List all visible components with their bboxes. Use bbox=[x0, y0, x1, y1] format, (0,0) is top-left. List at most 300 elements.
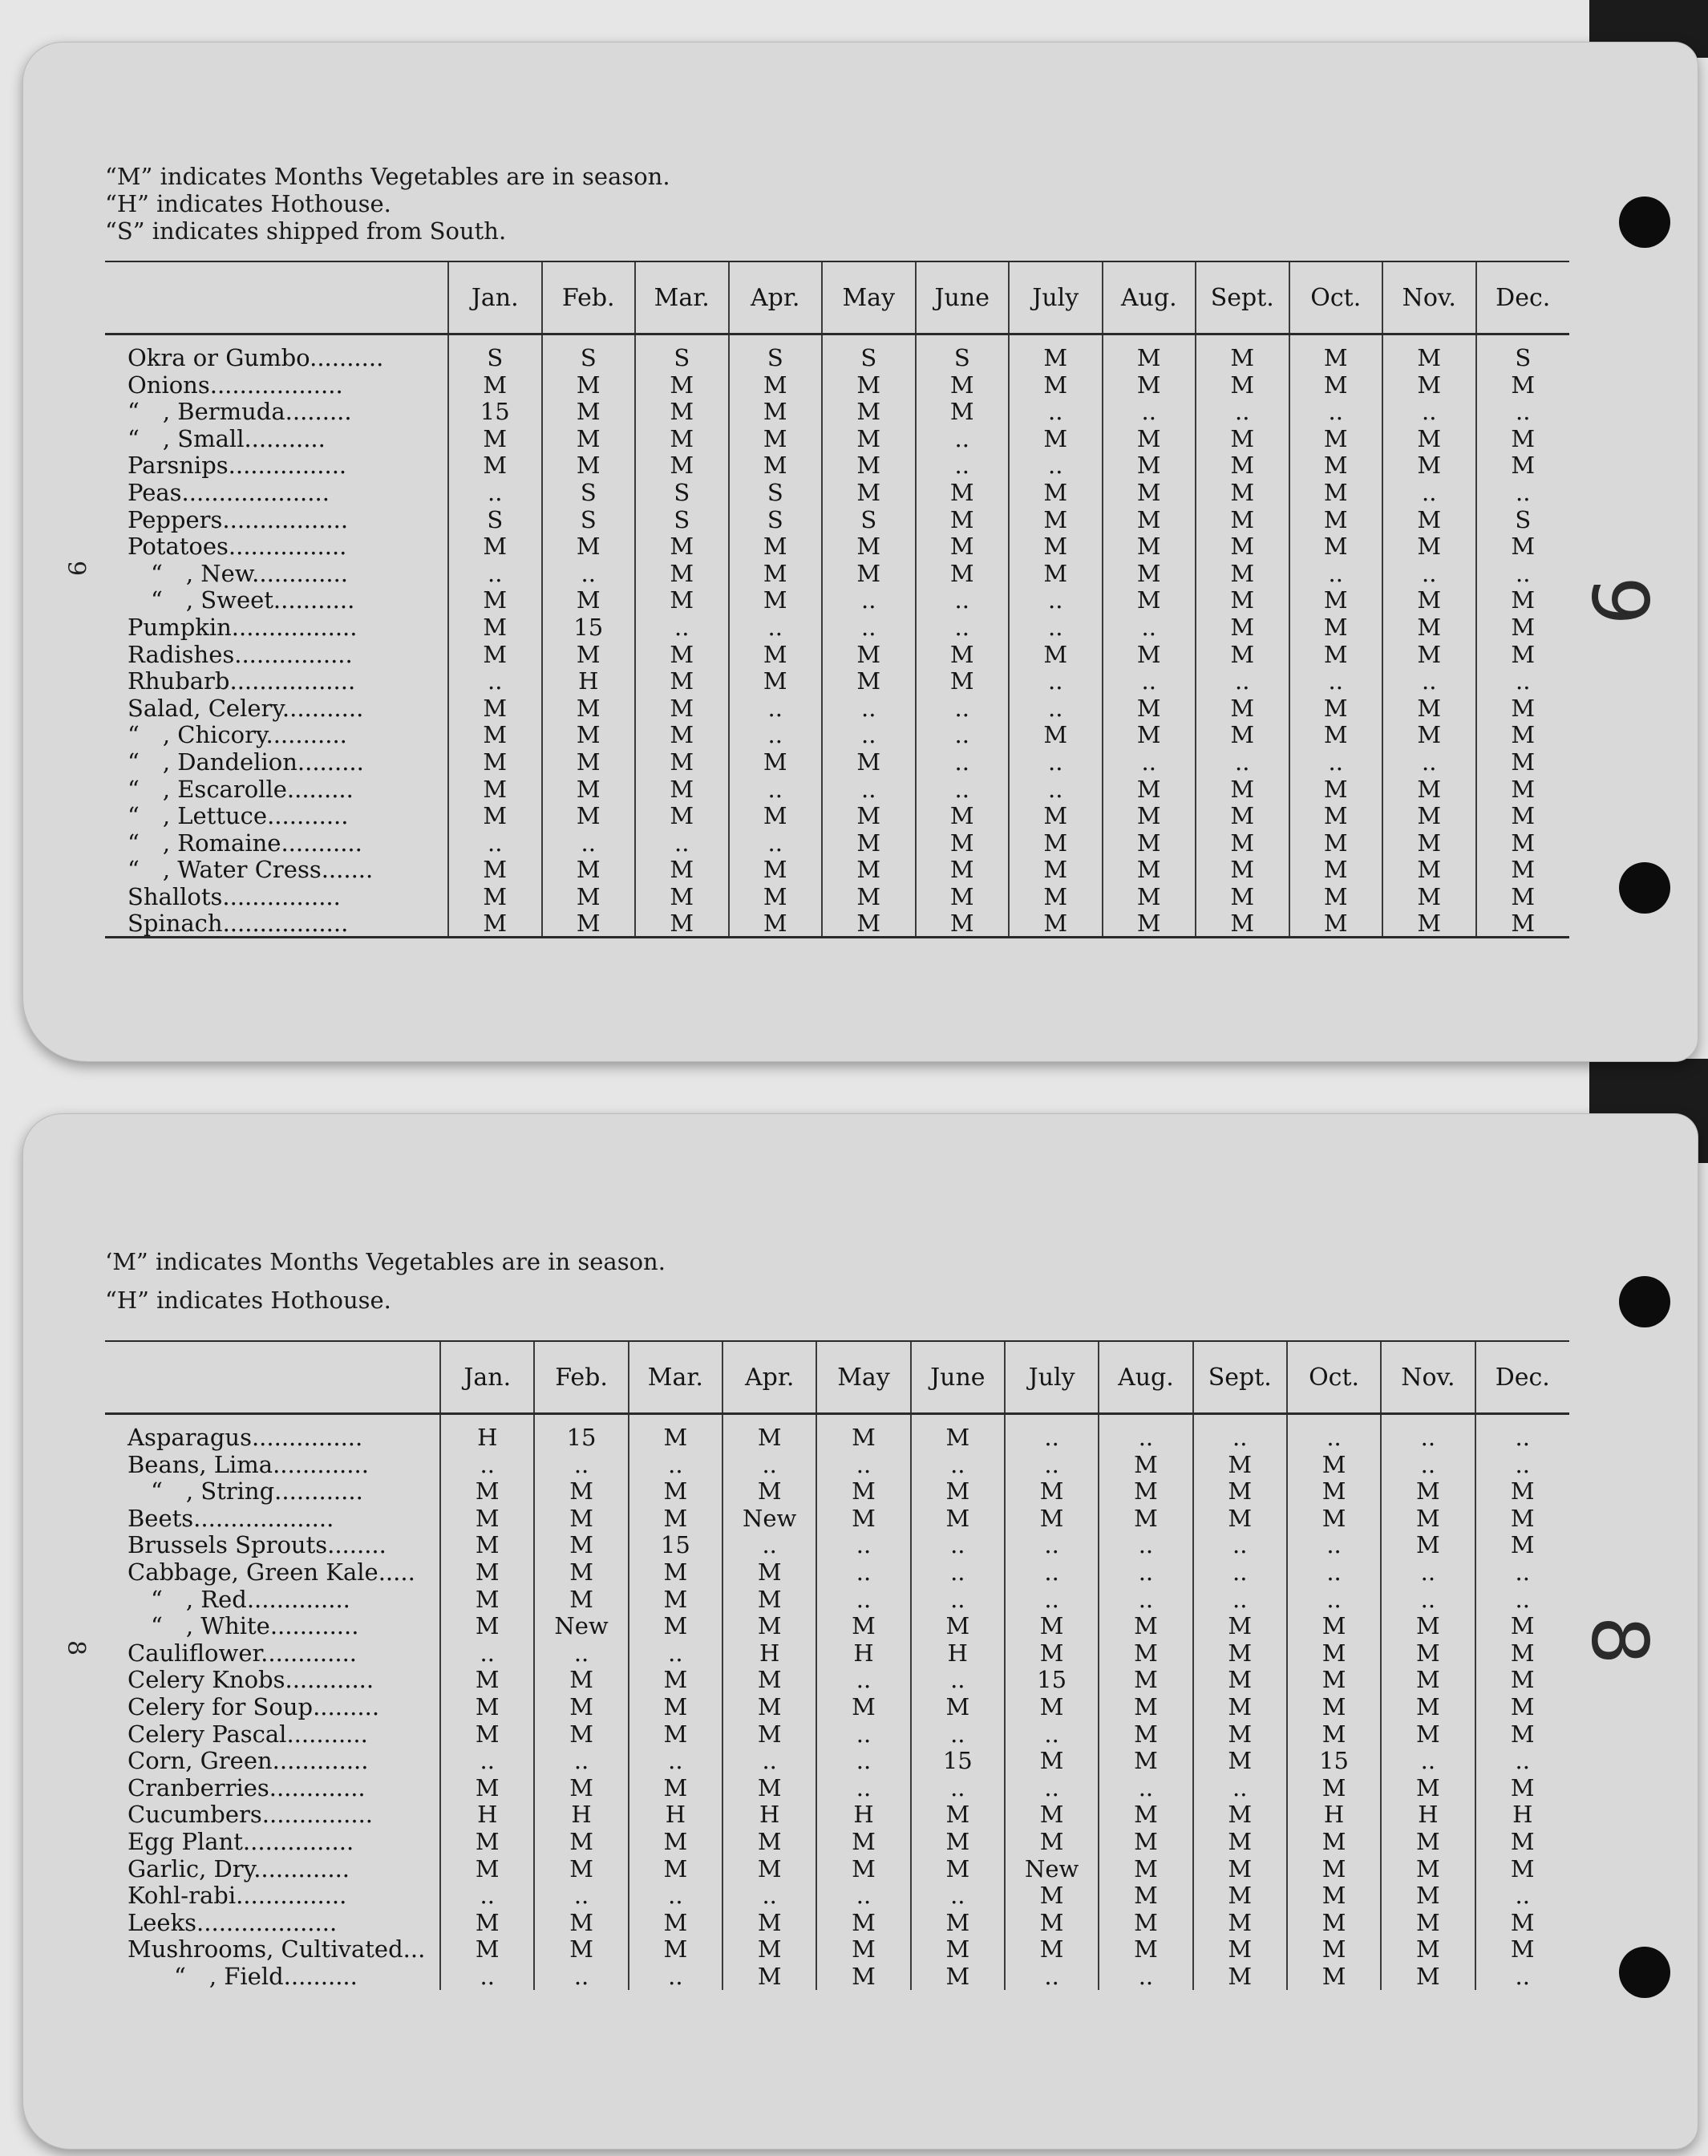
season-cell: .. bbox=[1476, 480, 1570, 507]
legend-line: “S” indicates shipped from South. bbox=[105, 217, 507, 245]
season-cell: M bbox=[1382, 884, 1476, 911]
season-cell: 15 bbox=[542, 614, 636, 642]
table-row bbox=[105, 1640, 1569, 1668]
season-cell: M bbox=[1289, 722, 1383, 749]
table-row bbox=[105, 1775, 1569, 1802]
season-cell: M bbox=[1287, 1694, 1381, 1721]
table-row bbox=[105, 480, 1569, 507]
season-cell: M bbox=[1382, 722, 1476, 749]
vegetable-name: Kohl-rabi............... bbox=[127, 1882, 347, 1910]
season-cell: M bbox=[1289, 587, 1383, 614]
season-cell: M bbox=[534, 1559, 628, 1587]
season-cell: M bbox=[1193, 1748, 1287, 1775]
season-cell: M bbox=[729, 642, 823, 669]
season-cell: .. bbox=[822, 614, 916, 642]
season-cell: M bbox=[1287, 1613, 1381, 1640]
season-cell: M bbox=[440, 1694, 534, 1721]
season-cell: M bbox=[822, 668, 916, 695]
season-cell: M bbox=[1103, 910, 1196, 938]
season-cell: M bbox=[542, 426, 636, 453]
season-cell: .. bbox=[1475, 1414, 1569, 1452]
season-cell: .. bbox=[440, 1640, 534, 1668]
season-cell: M bbox=[822, 749, 916, 776]
month-header: Aug. bbox=[1103, 262, 1196, 334]
season-cell: .. bbox=[1099, 1532, 1192, 1559]
season-cell: H bbox=[911, 1640, 1005, 1668]
season-cell: M bbox=[1196, 426, 1289, 453]
season-cell: M bbox=[1193, 1640, 1287, 1668]
season-cell: M bbox=[1289, 452, 1383, 480]
season-cell: M bbox=[448, 614, 542, 642]
season-cell: M bbox=[534, 1829, 628, 1856]
season-cell: S bbox=[729, 480, 823, 507]
season-cell: .. bbox=[911, 1882, 1005, 1910]
season-cell: M bbox=[722, 1856, 816, 1883]
season-cell: .. bbox=[816, 1667, 910, 1694]
season-cell: M bbox=[1475, 1694, 1569, 1721]
month-header: June bbox=[916, 262, 1010, 334]
season-cell: M bbox=[1103, 830, 1196, 857]
season-cell: .. bbox=[816, 1748, 910, 1775]
season-cell: M bbox=[1287, 1964, 1381, 1991]
season-cell: M bbox=[629, 1414, 722, 1452]
season-cell: .. bbox=[816, 1587, 910, 1614]
season-cell: M bbox=[916, 884, 1010, 911]
season-cell: .. bbox=[1103, 749, 1196, 776]
season-cell: M bbox=[1287, 1882, 1381, 1910]
season-cell: S bbox=[635, 334, 729, 372]
season-cell: M bbox=[1287, 1936, 1381, 1964]
table-row bbox=[105, 803, 1569, 830]
season-cell: M bbox=[1476, 642, 1570, 669]
season-cell: .. bbox=[729, 695, 823, 723]
season-cell: M bbox=[635, 372, 729, 399]
table-row bbox=[105, 668, 1569, 695]
season-cell: M bbox=[816, 1964, 910, 1991]
season-cell: .. bbox=[1196, 399, 1289, 426]
season-cell: M bbox=[722, 1721, 816, 1749]
table-row bbox=[105, 1829, 1569, 1856]
season-cell: M bbox=[542, 372, 636, 399]
season-cell: M bbox=[629, 1478, 722, 1506]
season-cell: .. bbox=[916, 722, 1010, 749]
season-cell: M bbox=[1196, 561, 1289, 588]
season-cell: M bbox=[1005, 1506, 1099, 1533]
season-cell: M bbox=[729, 426, 823, 453]
season-cell: .. bbox=[534, 1964, 628, 1991]
season-cell: M bbox=[635, 910, 729, 938]
season-cell: .. bbox=[629, 1748, 722, 1775]
season-cell: .. bbox=[916, 614, 1010, 642]
season-cell: .. bbox=[1193, 1559, 1287, 1587]
vegetable-name: Spinach................. bbox=[127, 910, 349, 938]
season-cell: M bbox=[1005, 1694, 1099, 1721]
season-cell: .. bbox=[534, 1640, 628, 1668]
season-cell: M bbox=[629, 1775, 722, 1802]
table-row bbox=[105, 561, 1569, 588]
season-cell: .. bbox=[729, 776, 823, 804]
season-cell: M bbox=[1476, 749, 1570, 776]
season-cell: M bbox=[1009, 803, 1103, 830]
season-cell: M bbox=[1289, 910, 1383, 938]
season-cell: M bbox=[440, 1506, 534, 1533]
table-row bbox=[105, 695, 1569, 723]
season-cell: M bbox=[1196, 695, 1289, 723]
season-cell: M bbox=[635, 749, 729, 776]
season-cell: .. bbox=[916, 695, 1010, 723]
month-header: Oct. bbox=[1289, 262, 1383, 334]
season-cell: M bbox=[534, 1667, 628, 1694]
season-cell: M bbox=[440, 1532, 534, 1559]
season-cell: M bbox=[534, 1721, 628, 1749]
season-cell: M bbox=[1103, 642, 1196, 669]
season-cell: .. bbox=[822, 776, 916, 804]
season-cell: M bbox=[1009, 507, 1103, 534]
season-cell: M bbox=[1475, 1775, 1569, 1802]
season-cell: .. bbox=[816, 1532, 910, 1559]
season-cell: M bbox=[1193, 1856, 1287, 1883]
season-cell: .. bbox=[816, 1882, 910, 1910]
season-cell: .. bbox=[440, 1964, 534, 1991]
table-row bbox=[105, 452, 1569, 480]
season-cell: M bbox=[722, 1478, 816, 1506]
season-cell: M bbox=[440, 1721, 534, 1749]
season-cell: .. bbox=[440, 1452, 534, 1479]
vegetable-name: Egg Plant............... bbox=[127, 1828, 354, 1855]
legend-line: “H” indicates Hothouse. bbox=[105, 190, 391, 217]
vegetable-name: Asparagus............... bbox=[127, 1424, 363, 1451]
season-cell: M bbox=[1005, 1936, 1099, 1964]
season-cell: M bbox=[822, 426, 916, 453]
season-cell: M bbox=[1196, 372, 1289, 399]
month-header: Sept. bbox=[1196, 262, 1289, 334]
table-row bbox=[105, 1748, 1569, 1775]
season-cell: .. bbox=[729, 830, 823, 857]
table-row bbox=[105, 1478, 1569, 1506]
season-cell: M bbox=[1099, 1801, 1192, 1829]
table-row bbox=[105, 1721, 1569, 1749]
season-cell: .. bbox=[1382, 561, 1476, 588]
season-cell: H bbox=[1381, 1801, 1475, 1829]
season-cell: M bbox=[1289, 830, 1383, 857]
season-cell: M bbox=[1193, 1882, 1287, 1910]
season-cell: .. bbox=[911, 1721, 1005, 1749]
season-cell: M bbox=[1476, 533, 1570, 561]
season-cell: .. bbox=[440, 1882, 534, 1910]
vegetable-name: “ , Water Cress....... bbox=[127, 857, 374, 884]
season-cell: M bbox=[1005, 1801, 1099, 1829]
vegetable-name: Rhubarb................. bbox=[127, 668, 356, 695]
season-cell: M bbox=[629, 1721, 722, 1749]
season-cell: M bbox=[1009, 642, 1103, 669]
season-cell: S bbox=[635, 507, 729, 534]
season-cell: M bbox=[1475, 1640, 1569, 1668]
season-cell: M bbox=[1476, 426, 1570, 453]
page-number: 8 bbox=[62, 1639, 91, 1656]
season-cell: M bbox=[729, 399, 823, 426]
season-cell: M bbox=[1289, 334, 1383, 372]
vegetable-name: Potatoes................ bbox=[127, 533, 347, 561]
season-cell: M bbox=[1476, 803, 1570, 830]
season-cell: M bbox=[534, 1694, 628, 1721]
season-cell: M bbox=[1005, 1613, 1099, 1640]
season-cell: M bbox=[1009, 857, 1103, 884]
season-cell: .. bbox=[534, 1452, 628, 1479]
season-cell: M bbox=[822, 480, 916, 507]
season-cell: S bbox=[1476, 507, 1570, 534]
month-header: Nov. bbox=[1382, 262, 1476, 334]
season-cell: .. bbox=[629, 1452, 722, 1479]
season-cell: 15 bbox=[629, 1532, 722, 1559]
vegetable-name: “ , Field.......... bbox=[127, 1963, 358, 1990]
season-cell: .. bbox=[722, 1452, 816, 1479]
season-cell: M bbox=[1289, 507, 1383, 534]
season-cell: M bbox=[1103, 695, 1196, 723]
table-row bbox=[105, 614, 1569, 642]
season-cell: M bbox=[916, 857, 1010, 884]
season-cell: .. bbox=[1099, 1587, 1192, 1614]
season-cell: .. bbox=[1009, 668, 1103, 695]
season-cell: M bbox=[722, 1964, 816, 1991]
season-cell: .. bbox=[916, 776, 1010, 804]
season-cell: .. bbox=[629, 1640, 722, 1668]
legend bbox=[105, 1242, 666, 1319]
season-cell: M bbox=[448, 776, 542, 804]
season-cell: M bbox=[542, 803, 636, 830]
season-cell: .. bbox=[1287, 1414, 1381, 1452]
season-cell: .. bbox=[1381, 1587, 1475, 1614]
month-header: Feb. bbox=[534, 1342, 628, 1414]
vegetable-name: “ , Red.............. bbox=[127, 1586, 350, 1613]
season-cell: M bbox=[1099, 1640, 1192, 1668]
season-cell: M bbox=[629, 1667, 722, 1694]
season-cell: M bbox=[1103, 561, 1196, 588]
season-cell: New bbox=[534, 1613, 628, 1640]
season-cell: S bbox=[1476, 334, 1570, 372]
season-cell: M bbox=[1009, 480, 1103, 507]
vegetable-name: Cauliflower............. bbox=[127, 1639, 358, 1667]
season-cell: M bbox=[1287, 1478, 1381, 1506]
season-cell: M bbox=[635, 533, 729, 561]
table-row bbox=[105, 533, 1569, 561]
season-cell: M bbox=[1287, 1829, 1381, 1856]
season-cell: M bbox=[722, 1559, 816, 1587]
season-cell: M bbox=[1382, 426, 1476, 453]
season-cell: M bbox=[440, 1856, 534, 1883]
season-cell: New bbox=[722, 1506, 816, 1533]
season-cell: .. bbox=[1289, 561, 1383, 588]
season-cell: .. bbox=[1381, 1414, 1475, 1452]
season-cell: M bbox=[1289, 426, 1383, 453]
season-cell: M bbox=[1196, 334, 1289, 372]
season-cell: M bbox=[1475, 1613, 1569, 1640]
season-cell: .. bbox=[448, 561, 542, 588]
season-cell: H bbox=[629, 1801, 722, 1829]
season-cell: M bbox=[534, 1775, 628, 1802]
season-cell: M bbox=[1476, 776, 1570, 804]
season-cell: M bbox=[916, 372, 1010, 399]
season-cell: M bbox=[1381, 1613, 1475, 1640]
table-row bbox=[105, 722, 1569, 749]
season-cell: M bbox=[1103, 776, 1196, 804]
season-cell: M bbox=[911, 1910, 1005, 1937]
season-cell: M bbox=[1196, 722, 1289, 749]
season-cell: M bbox=[1382, 372, 1476, 399]
season-cell: M bbox=[635, 803, 729, 830]
season-cell: .. bbox=[1005, 1559, 1099, 1587]
season-cell: .. bbox=[822, 695, 916, 723]
season-cell: M bbox=[1476, 857, 1570, 884]
table-row bbox=[105, 587, 1569, 614]
vegetable-name: “ , Escarolle......... bbox=[127, 776, 354, 803]
season-cell: .. bbox=[1099, 1964, 1192, 1991]
season-cell: M bbox=[1381, 1506, 1475, 1533]
season-cell: 15 bbox=[1287, 1748, 1381, 1775]
season-cell: M bbox=[1381, 1856, 1475, 1883]
season-cell: M bbox=[1475, 1721, 1569, 1749]
vegetable-name: Brussels Sprouts........ bbox=[127, 1532, 387, 1559]
season-cell: M bbox=[1382, 507, 1476, 534]
season-cell: M bbox=[816, 1414, 910, 1452]
season-cell: M bbox=[440, 1775, 534, 1802]
season-cell: M bbox=[542, 910, 636, 938]
season-cell: S bbox=[916, 334, 1010, 372]
season-cell: M bbox=[1287, 1640, 1381, 1668]
month-header: July bbox=[1005, 1342, 1099, 1414]
table-row bbox=[105, 642, 1569, 669]
season-cell: M bbox=[448, 426, 542, 453]
season-cell: .. bbox=[722, 1882, 816, 1910]
season-cell: M bbox=[1009, 884, 1103, 911]
season-cell: .. bbox=[448, 830, 542, 857]
table-row bbox=[105, 1452, 1569, 1479]
season-cell: .. bbox=[448, 480, 542, 507]
month-header: May bbox=[822, 262, 916, 334]
season-cell: .. bbox=[1099, 1775, 1192, 1802]
table-row bbox=[105, 1559, 1569, 1587]
season-table bbox=[105, 262, 1569, 938]
season-cell: M bbox=[1476, 452, 1570, 480]
vegetable-name: “ , Lettuce........... bbox=[127, 803, 349, 830]
season-cell: M bbox=[916, 910, 1010, 938]
season-cell: M bbox=[722, 1667, 816, 1694]
season-cell: M bbox=[1476, 372, 1570, 399]
season-cell: M bbox=[635, 587, 729, 614]
season-cell: M bbox=[542, 533, 636, 561]
season-cell: M bbox=[1193, 1694, 1287, 1721]
season-cell: M bbox=[1196, 614, 1289, 642]
season-cell: .. bbox=[1382, 668, 1476, 695]
season-cell: H bbox=[534, 1801, 628, 1829]
vegetable-name: Cabbage, Green Kale..... bbox=[127, 1558, 415, 1586]
season-cell: M bbox=[629, 1936, 722, 1964]
season-cell: M bbox=[542, 587, 636, 614]
season-cell: M bbox=[1475, 1478, 1569, 1506]
season-cell: M bbox=[1381, 1964, 1475, 1991]
table-row bbox=[105, 1882, 1569, 1910]
handwritten-page-number: 8 bbox=[1574, 1615, 1665, 1665]
table-row bbox=[105, 910, 1569, 938]
season-cell: M bbox=[1193, 1452, 1287, 1479]
season-cell: .. bbox=[1103, 399, 1196, 426]
season-cell: M bbox=[542, 749, 636, 776]
season-cell: M bbox=[822, 372, 916, 399]
vegetable-name: “ , Dandelion......... bbox=[127, 748, 364, 776]
season-cell: M bbox=[629, 1559, 722, 1587]
season-cell: .. bbox=[1287, 1532, 1381, 1559]
season-cell: M bbox=[1289, 884, 1383, 911]
season-cell: M bbox=[1476, 587, 1570, 614]
season-cell: M bbox=[1475, 1936, 1569, 1964]
season-cell: M bbox=[629, 1694, 722, 1721]
season-cell: M bbox=[1103, 857, 1196, 884]
season-cell: M bbox=[1196, 533, 1289, 561]
season-cell: M bbox=[729, 533, 823, 561]
month-header: Dec. bbox=[1476, 262, 1570, 334]
table-row bbox=[105, 1964, 1569, 1991]
season-cell: M bbox=[448, 695, 542, 723]
table-row bbox=[105, 1506, 1569, 1533]
season-cell: M bbox=[722, 1775, 816, 1802]
season-cell: .. bbox=[1475, 1559, 1569, 1587]
month-header-row bbox=[105, 1342, 1569, 1414]
season-cell: M bbox=[822, 452, 916, 480]
season-cell: M bbox=[1287, 1775, 1381, 1802]
season-cell: .. bbox=[1103, 668, 1196, 695]
season-cell: M bbox=[534, 1532, 628, 1559]
season-cell: M bbox=[542, 776, 636, 804]
season-cell: .. bbox=[1099, 1414, 1192, 1452]
season-cell: M bbox=[816, 1910, 910, 1937]
season-cell: M bbox=[1196, 480, 1289, 507]
season-cell: M bbox=[1099, 1829, 1192, 1856]
vegetable-name: Pumpkin................. bbox=[127, 614, 358, 641]
season-cell: H bbox=[722, 1640, 816, 1668]
season-cell: .. bbox=[1009, 749, 1103, 776]
season-cell: M bbox=[1381, 1775, 1475, 1802]
season-cell: .. bbox=[542, 561, 636, 588]
season-cell: M bbox=[1005, 1829, 1099, 1856]
season-cell: M bbox=[635, 722, 729, 749]
season-cell: .. bbox=[629, 1964, 722, 1991]
season-cell: .. bbox=[1099, 1559, 1192, 1587]
card-page-8 bbox=[22, 1113, 1698, 2150]
season-cell: M bbox=[822, 910, 916, 938]
season-cell: M bbox=[722, 1587, 816, 1614]
season-cell: M bbox=[629, 1829, 722, 1856]
season-cell: .. bbox=[916, 452, 1010, 480]
season-cell: M bbox=[729, 587, 823, 614]
table-row bbox=[105, 884, 1569, 911]
vegetable-name: Celery for Soup......... bbox=[127, 1693, 380, 1720]
season-cell: .. bbox=[1196, 749, 1289, 776]
season-cell: M bbox=[1382, 334, 1476, 372]
season-cell: M bbox=[448, 722, 542, 749]
season-cell: .. bbox=[816, 1721, 910, 1749]
season-cell: .. bbox=[1193, 1775, 1287, 1802]
table-row bbox=[105, 507, 1569, 534]
season-cell: M bbox=[1193, 1506, 1287, 1533]
season-cell: M bbox=[916, 803, 1010, 830]
season-cell: M bbox=[635, 452, 729, 480]
month-header: Apr. bbox=[722, 1342, 816, 1414]
season-cell: M bbox=[822, 399, 916, 426]
vegetable-name: Celery Pascal........... bbox=[127, 1720, 368, 1748]
season-cell: .. bbox=[1475, 1587, 1569, 1614]
season-cell: S bbox=[542, 480, 636, 507]
season-cell: M bbox=[916, 507, 1010, 534]
season-cell: M bbox=[1382, 642, 1476, 669]
